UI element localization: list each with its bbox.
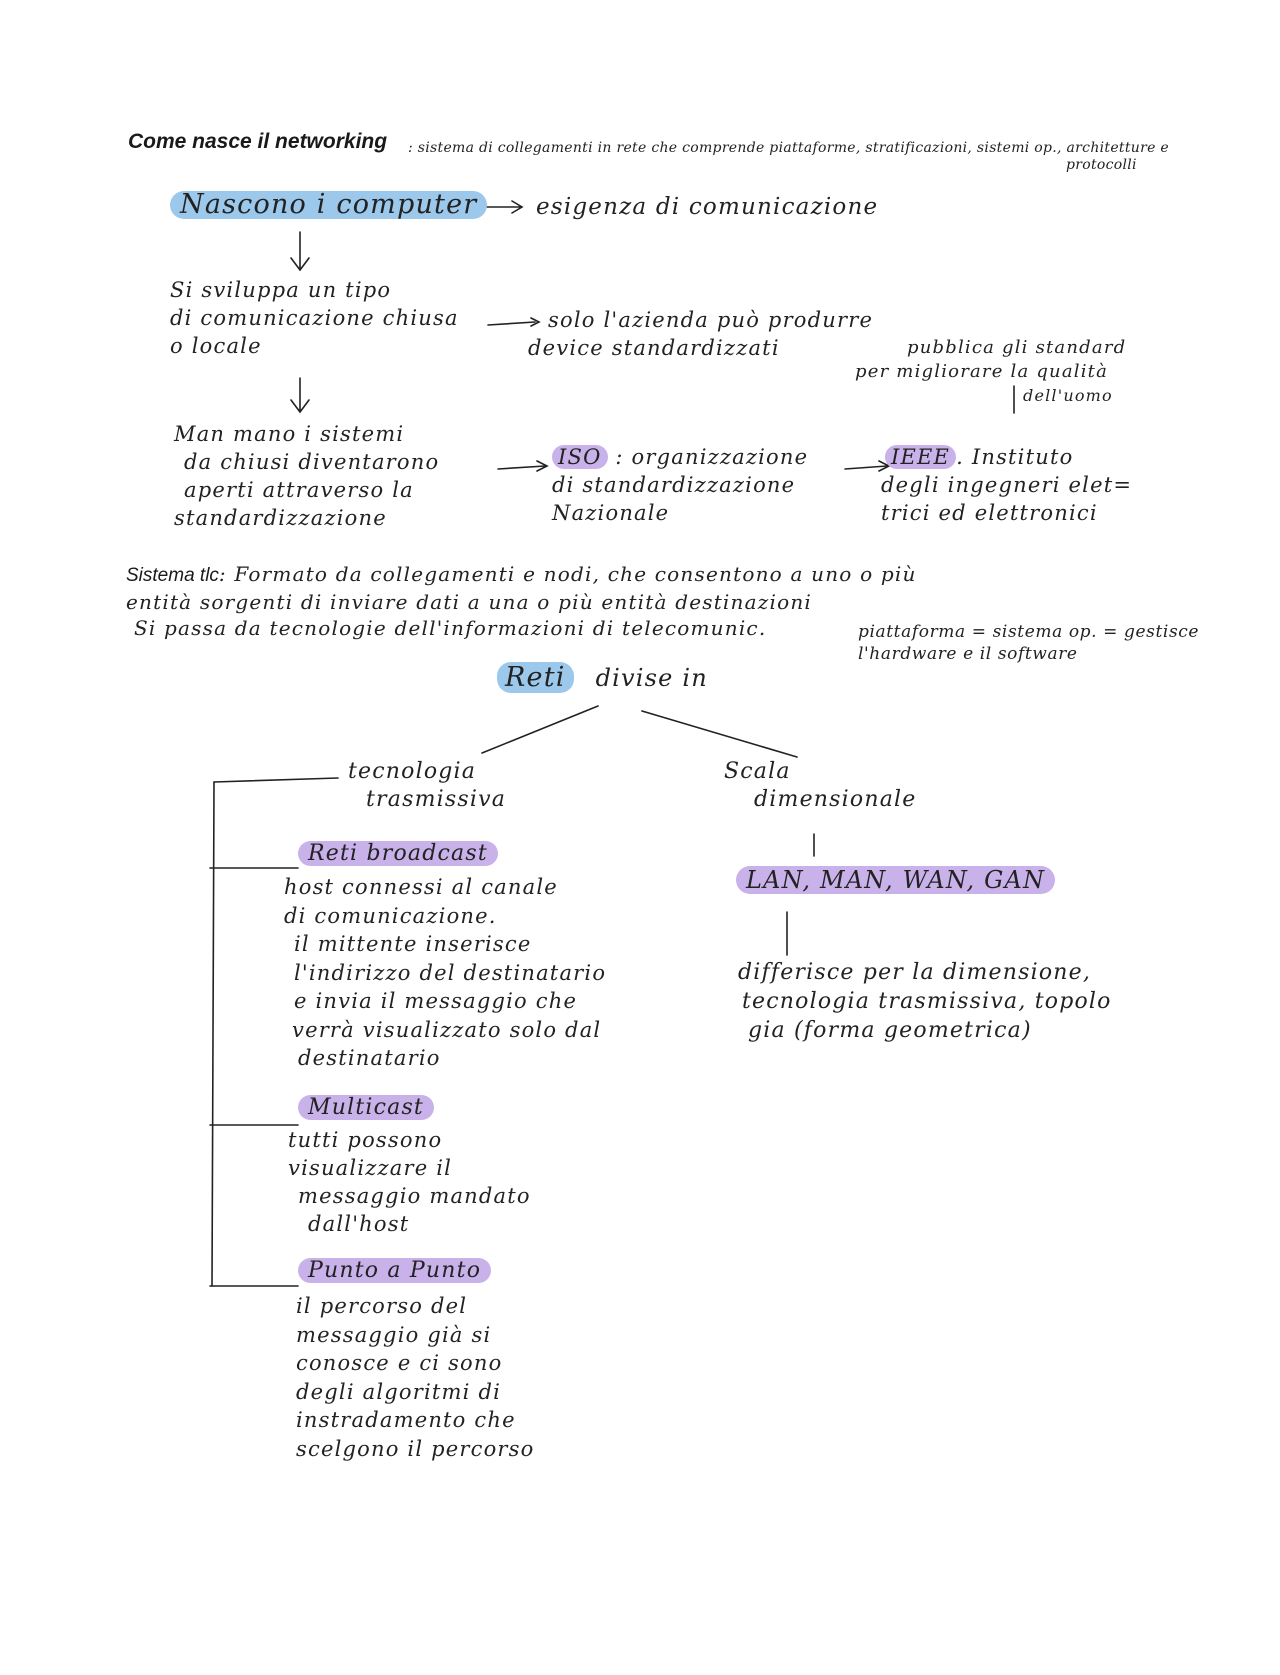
text-line: Scala	[724, 759, 791, 784]
text-line: scelgono il percorso	[296, 1436, 535, 1461]
solo-azienda-block	[528, 306, 874, 362]
multicast-highlight	[298, 1094, 434, 1122]
punto-a-punto-label: Punto a Punto	[298, 1258, 491, 1283]
iso-highlight: ISO	[552, 445, 608, 469]
pubblica-standard-block	[855, 336, 1126, 408]
text-line: di standardizzazione	[552, 473, 796, 497]
text-line: il percorso del	[296, 1294, 468, 1318]
esigenza-comunicazione: esigenza di comunicazione	[536, 194, 879, 220]
piattaforma-note	[858, 621, 1199, 665]
text-line: da chiusi diventarono	[184, 450, 440, 474]
text-line: tutti possono	[288, 1128, 443, 1152]
text-line: gia (forma geometrica)	[748, 1018, 1032, 1043]
text-line: per migliorare la qualità	[855, 361, 1109, 382]
text-line: differisce per la dimensione,	[738, 960, 1092, 985]
text-line: aperti attraverso la	[184, 478, 414, 502]
multicast-text	[288, 1126, 531, 1238]
reti-suffix: divise in	[595, 664, 708, 692]
text-line: di comunicazione chiusa	[170, 306, 459, 330]
text-line: tecnologia trasmissiva, topolo	[742, 989, 1112, 1014]
sistema-tlc-definition: : Formato da collegamenti e nodi, che consentono a uno o più	[218, 562, 917, 586]
text-line: solo l'azienda può produrre	[548, 308, 874, 332]
reti-broadcast-label: Reti broadcast	[298, 841, 498, 866]
ieee-definition: . Instituto	[956, 445, 1074, 469]
lan-man-wan-gan-highlight	[736, 866, 1055, 894]
ieee-block	[881, 443, 1133, 527]
nascono-computer-highlight: Nascono i computer	[170, 191, 487, 219]
reti-heading	[497, 664, 708, 692]
reti-highlight: Reti	[497, 662, 574, 693]
text-line: dimensionale	[754, 787, 917, 812]
text-line	[885, 443, 1132, 471]
networking-definition: : sistema di collegamenti in rete che comprende piattaforme, stratificazioni, sistemi op., architetture e	[408, 140, 1170, 156]
reti-broadcast-highlight	[298, 840, 498, 868]
iso-definition: : organizzazione	[615, 445, 809, 469]
text-line: messaggio già si	[296, 1322, 492, 1347]
scala-dimensionale	[724, 758, 916, 814]
punto-a-punto-highlight	[298, 1257, 491, 1285]
text-line: tecnologia	[348, 759, 477, 784]
text-line: verrà visualizzato solo dal	[292, 1017, 602, 1042]
text-line: l'indirizzo del destinatario	[294, 960, 607, 985]
text-line: trici ed elettronici	[881, 501, 1098, 525]
text-line: messaggio mandato	[298, 1184, 531, 1208]
text-line	[552, 443, 808, 471]
punto-a-punto-text	[296, 1292, 535, 1463]
text-line: visualizzare il	[288, 1156, 453, 1180]
text-line: trasmissiva	[366, 787, 507, 812]
text-line: il mittente inserisce	[294, 932, 532, 956]
multicast-label: Multicast	[298, 1095, 434, 1120]
networking-definition-end: protocolli	[1066, 157, 1137, 173]
text-line: l'hardware e il software	[858, 644, 1078, 664]
broadcast-text	[284, 873, 606, 1073]
text-line: Si sviluppa un tipo	[170, 278, 392, 302]
text-line: dell'uomo	[1023, 386, 1113, 405]
text-line: instradamento che	[296, 1408, 516, 1432]
page-title: Come nasce il networking	[128, 130, 388, 153]
scala-text	[738, 958, 1112, 1045]
sistema-tlc-label: Sistema tlc	[126, 565, 219, 586]
text-line: dall'host	[308, 1212, 410, 1236]
text-line: standardizzazione	[174, 506, 387, 530]
comunicazione-chiusa-block	[170, 276, 459, 360]
tecnologia-trasmissiva	[348, 758, 506, 814]
text-line: Man mano i sistemi	[174, 422, 405, 446]
text-line: degli ingegneri elet=	[881, 473, 1133, 497]
lan-man-wan-gan-label: LAN, MAN, WAN, GAN	[736, 866, 1055, 894]
text-line: conosce e ci sono	[296, 1351, 503, 1375]
text-line: host connessi al canale	[284, 875, 558, 899]
text-line: Nazionale	[552, 501, 670, 525]
text-line: destinatario	[298, 1046, 441, 1070]
ieee-highlight: IEEE	[885, 445, 956, 469]
text-line: di comunicazione.	[284, 903, 497, 928]
sistema-tlc-line3: Si passa da tecnologie dell'informazioni di telecomunic.	[134, 616, 767, 640]
text-line: degli algoritmi di	[296, 1379, 502, 1404]
text-line: e invia il messaggio che	[294, 989, 578, 1013]
sistema-tlc-line1	[126, 560, 917, 588]
man-mano-block	[174, 420, 439, 532]
text-line: piattaforma = sistema op. = gestisce	[858, 622, 1200, 642]
sistema-tlc-line2: entità sorgenti di inviare dati a una o più entità destinazioni	[126, 590, 812, 614]
text-line: pubblica gli standard	[907, 337, 1127, 358]
text-line: device standardizzati	[528, 336, 780, 360]
text-line: o locale	[170, 334, 262, 358]
iso-block	[552, 443, 808, 527]
